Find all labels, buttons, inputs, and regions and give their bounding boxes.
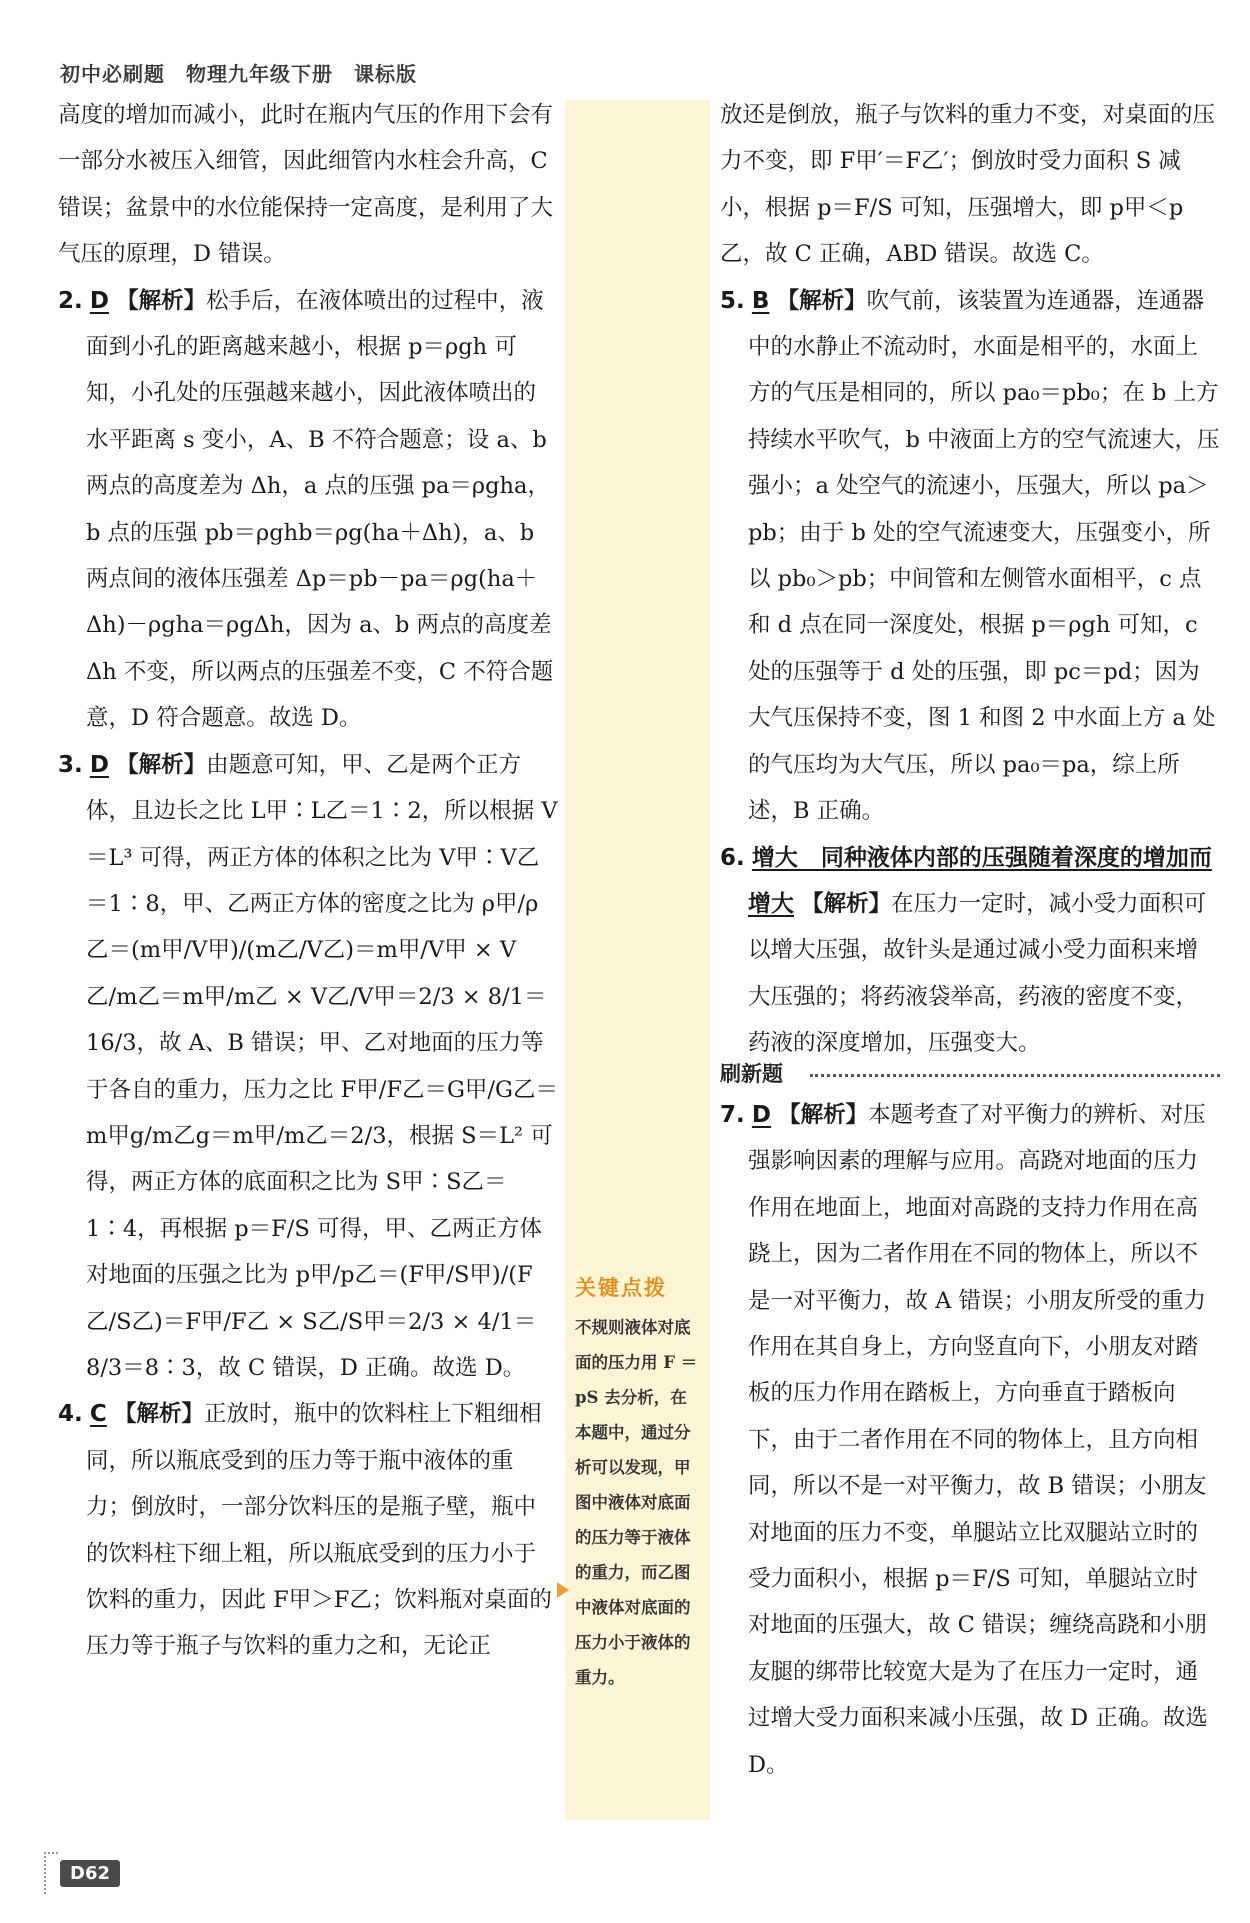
q2-text: 松手后，在液体喷出的过程中，液面到小孔的距离越来越小，根据 p＝ρgh 可知，小孔处的压强越来越小，因此液体喷出的水平距离 s 变小，A、B 不符合题意；设 a、b 两点的高度差为 Δh，a 点的压强 pa＝ρgha，b 点的压强 pb＝ρghb＝ρg(ha＋Δh)，a、b 两点间的液体压强差 Δp＝pb－pa＝ρg(ha＋Δh)－ρgha＝ρgΔh，因为 a、b 两点的高度差 Δh 不变，所以两点的压强差不变，C 不符合题意，D 符合题意。故选 D。 bbox=[86, 287, 554, 732]
q6-tag: 【解析】 bbox=[801, 890, 892, 917]
q7-tag: 【解析】 bbox=[778, 1102, 869, 1128]
key-point-title: 关键点拨 bbox=[575, 1276, 667, 1300]
page-corner-mark bbox=[44, 1852, 58, 1894]
intro-paragraph: 高度的增加而减小，此时在瓶内气压的作用下会有一部分水被压入细管，因此细管内水柱会升高，C 错误；盆景中的水位能保持一定高度，是利用了大气压的原理，D 错误。 bbox=[58, 102, 554, 268]
question-6 bbox=[720, 835, 1220, 1067]
q7-number: 7. bbox=[720, 1102, 745, 1128]
q5-number: 5. bbox=[720, 287, 745, 314]
question-2 bbox=[58, 278, 558, 742]
q6-number: 6. bbox=[720, 844, 745, 871]
q4-number: 4. bbox=[58, 1401, 83, 1428]
section-divider bbox=[720, 1058, 1220, 1088]
q5-text: 吹气前，该装置为连通器，连通器中的水静止不流动时，水面是相平的，水面上方的气压是相同的，所以 pa₀＝pb₀；在 b 上方持续水平吹气，b 中液面上方的空气流速大，压强小；a 处空气的流速小，压强大，所以 pa＞pb；由于 b 处的空气流速变大，压强变小，所以 pb₀＞pb；中间管和左侧管水面相平，c 点和 d 点在同一深度处，根据 p＝ρgh 可知，c 处的压强等于 d 处的压强，即 pc＝pd；因为大气压保持不变，图 1 和图 2 中水面上方 a 处的气压均为大气压，所以 pa₀＝pa，综上所述，B 正确。 bbox=[748, 287, 1220, 825]
q3-tag: 【解析】 bbox=[116, 751, 207, 778]
q4-tag: 【解析】 bbox=[113, 1401, 204, 1428]
q2-tag: 【解析】 bbox=[116, 287, 207, 314]
page-header: 初中必刷题 物理九年级下册 课标版 bbox=[60, 62, 417, 86]
q5-tag: 【解析】 bbox=[776, 287, 867, 314]
q6-text: 在压力一定时，减小受力面积可以增大压强，故针头是通过减小受力面积来增大压强的；将药液袋举高，药液的密度不变，药液的深度增加，压强变大。 bbox=[748, 890, 1207, 1057]
question-5 bbox=[720, 278, 1220, 835]
pointer-arrow-icon bbox=[557, 1582, 569, 1598]
q4-text: 正放时，瓶中的饮料柱上下粗细相同，所以瓶底受到的压力等于瓶中液体的重力；倒放时，一部分饮料压的是瓶子壁，瓶中的饮料柱下细上粗，所以瓶底受到的压力小于饮料的重力，因此 F甲＞F乙；饮料瓶对桌面的压力等于瓶子与饮料的重力之和，无论正 bbox=[86, 1401, 552, 1660]
q3-answer: D bbox=[89, 751, 109, 778]
q7-text: 本题考查了对平衡力的辨析、对压强影响因素的理解与应用。高跷对地面的压力作用在地面上，地面对高跷的支持力作用在高跷上，因为二者作用在不同的物体上，所以不是一对平衡力，故 A 错误；小朋友所受的重力作用在其自身上，方向竖直向下，小朋友对踏板的压力作用在踏板上，方向垂直于踏板向下，由于二者作用在不同的物体上，且方向相同，所以不是一对平衡力，故 B 错误；小朋友对地面的压力不变，单腿站立比双腿站立时的受力面积小，根据 p＝F/S 可知，单腿站立时对地面的压强大，故 C 错误；缠绕高跷和小朋友腿的绑带比较宽大是为了在压力一定时，通过增大受力面积来减小压强，故 D 正确。故选 D。 bbox=[748, 1102, 1208, 1778]
q2-number: 2. bbox=[58, 287, 83, 314]
right-column-lower bbox=[720, 1092, 1220, 1788]
question-3 bbox=[58, 742, 558, 1392]
q3-number: 3. bbox=[58, 751, 83, 778]
q4-continuation: 放还是倒放，瓶子与饮料的重力不变，对桌面的压力不变，即 F甲′＝F乙′；倒放时受力面积 S 减小，根据 p＝F/S 可知，压强增大，即 p甲＜p乙，故 C 正确，ABD 错误。故选 C。 bbox=[720, 102, 1216, 268]
left-column bbox=[58, 92, 558, 1670]
q6-answer: 增大 同种液体内部的压强随着深度的增加而增大 bbox=[748, 844, 1212, 917]
question-4 bbox=[58, 1391, 558, 1669]
q4-answer: C bbox=[89, 1401, 107, 1428]
page-number: D62 bbox=[60, 1860, 120, 1887]
section-dotted-line bbox=[810, 1074, 1220, 1077]
section-label: 刷新题 bbox=[720, 1058, 789, 1088]
q3-text: 由题意可知，甲、乙是两个正方体，且边长之比 L甲∶L乙＝1∶2，所以根据 V＝L³ 可得，两正方体的体积之比为 V甲∶V乙＝1∶8，甲、乙两正方体的密度之比为 ρ甲/ρ乙＝(m甲/V甲)/(m乙/V乙)＝m甲/V甲 × V乙/m乙＝m甲/m乙 × V乙/V甲＝2/3 × 8/1＝16/3，故 A、B 错误；甲、乙对地面的压力等于各自的重力，压力之比 F甲/F乙＝G甲/G乙＝m甲g/m乙g＝m甲/m乙＝2/3，根据 S＝L² 可得，两正方体的底面积之比为 S甲∶S乙＝1∶4，再根据 p＝F/S 可得，甲、乙两正方体对地面的压强之比为 p甲/p乙＝(F甲/S甲)/(F乙/S乙)＝F甲/F乙 × S乙/S甲＝2/3 × 4/1＝8/3＝8∶3，故 C 错误，D 正确。故选 D。 bbox=[86, 751, 558, 1381]
key-point-text: 不规则液体对底面的压力用 F ＝ pS 去分析，在本题中，通过分析可以发现，甲图中液体对底面的压力等于液体的重力，而乙图中液体对底面的压力小于液体的重力。 bbox=[575, 1318, 698, 1687]
question-7 bbox=[720, 1092, 1220, 1788]
q2-answer: D bbox=[89, 287, 109, 314]
q5-answer: B bbox=[751, 287, 770, 314]
q7-answer: D bbox=[751, 1102, 771, 1128]
right-column bbox=[720, 92, 1220, 1067]
